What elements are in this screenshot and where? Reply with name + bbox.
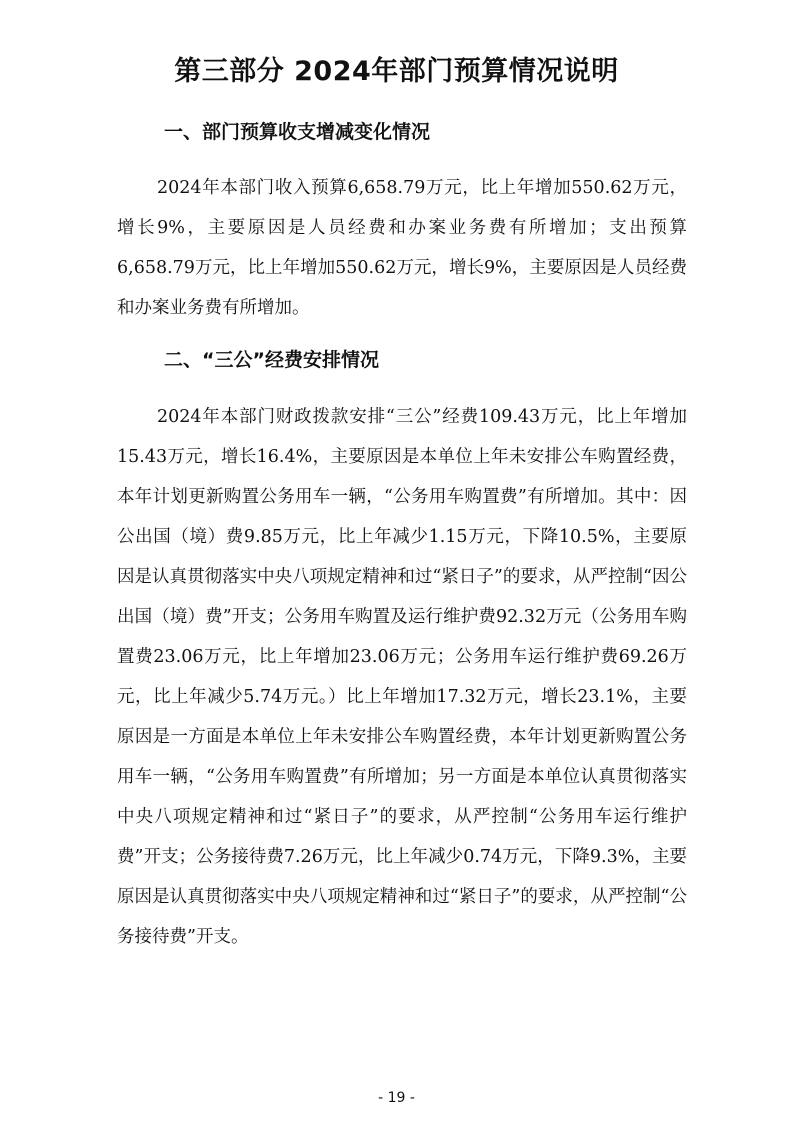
page-number: - 19 - bbox=[378, 1090, 415, 1106]
section-heading-budget-changes: 一、部门预算收支增减变化情况 bbox=[164, 121, 431, 143]
page-title: 第三部分 2024年部门预算情况说明 bbox=[174, 56, 619, 87]
section-paragraph-budget-changes: 2024年本部门收入预算6,658.79万元，比上年增加550.62万元，增长9%，主要原因是人员经费和办案业务费有所增加；支出预算6,658.79万元，比上年增加550.62万元，增长9%，主要原因是人员经费和办案业务费有所增加。 bbox=[117, 178, 687, 318]
section-heading-three-public-expenses: 二、“三公”经费安排情况 bbox=[164, 349, 379, 371]
section-paragraph-three-public-expenses: 2024年本部门财政拨款安排“三公”经费109.43万元，比上年增加15.43万元，增长16.4%，主要原因是本单位上年未安排公车购置经费，本年计划更新购置公务用车一辆，“公务用车购置费”有所增加。其中：因公出国（境）费9.85万元，比上年减少1.15万元，下降10.5%，主要原因是认真贯彻落实中央八项规定精神和过“紧日子”的要求，从严控制“因公出国（境）费”开支；公务用车购置及运行维护费92.32万元（公务用车购置费23.06万元，比上年增加23.06万元；公务用车运行维护费69.26万元，比上年减少5.74万元。）比上年增加17.32万元，增长23.1%，主要原因是一方面是本单位上年未安排公车购置经费，本年计划更新购置公务用车一辆，“公务用车购置费”有所增加；另一方面是本单位认真贯彻落实中央八项规定精神和过“紧日子”的要求，从严控制“公务用车运行维护费”开支；公务接待费7.26万元，比上年减少0.74万元，下降9.3%，主要原因是认真贯彻落实中央八项规定精神和过“紧日子”的要求，从严控制“公务接待费”开支。 bbox=[117, 407, 687, 947]
